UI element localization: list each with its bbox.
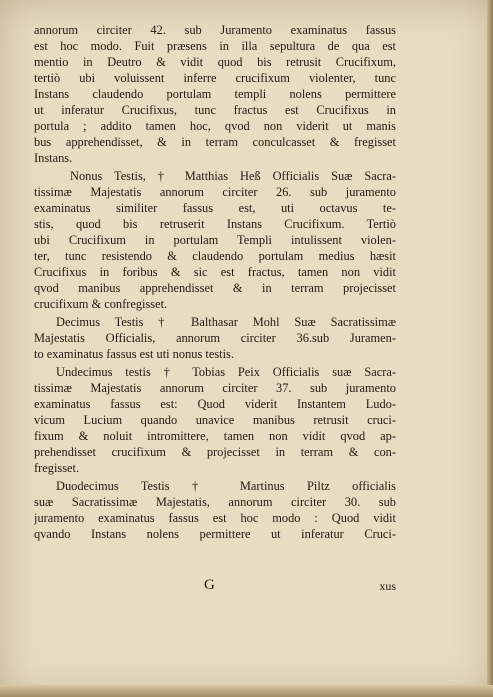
text-line: stis, quod bis retruserit Instans Crucifixum. Tertiò <box>34 217 396 231</box>
page-edge-bottom <box>0 685 493 697</box>
text-line: annorum circiter 42. sub Juramento examinatus fassus <box>34 23 396 37</box>
text-line: qvando Instans nolens permittere ut inferatur Cruci- <box>34 527 396 541</box>
text-line: bus apprehendisset, & in terram conculcasset & fregisset <box>34 135 396 149</box>
text-line: crucifixum & confregisset. <box>34 297 168 311</box>
paragraph-start-line: Decimus Testis † Balthasar Mohl Suæ Sacratissimæ <box>56 315 396 329</box>
catchword: xus <box>379 579 396 593</box>
text-line: prehendisset crucifixum & projecisset in terram & con- <box>34 445 396 459</box>
page-footer <box>34 577 396 595</box>
text-line: portula ; addito tamen hoc, qvod non viderit ut manis <box>34 119 396 133</box>
page-body-text <box>34 22 396 542</box>
text-line: est hoc modo. Fuit præsens in illa sepultura de qua est <box>34 39 396 53</box>
text-line: tissimæ Majestatis annorum circiter 37. sub juramento <box>34 381 396 395</box>
text-line: mentio in Deutro & vidit quod bis retrusit Crucifixum, <box>34 55 396 69</box>
page-edge-right <box>487 0 493 697</box>
text-line: fregisset. <box>34 461 80 475</box>
paragraph-start-line: Duodecimus Testis † Martinus Piltz officialis <box>56 479 396 493</box>
text-line: examinatus fassus est: Quod viderit Instantem Ludo- <box>34 397 396 411</box>
text-line: qvod manibus apprehendisset & in terram projecisset <box>34 281 396 295</box>
signature-mark: G <box>204 577 215 593</box>
text-line: to examinatus fassus est uti nonus testis. <box>34 347 234 361</box>
text-line: examinatus similiter fassus est, uti octavus te- <box>34 201 396 215</box>
text-line: ubi Crucifixum in portulam Templi intulissent violen- <box>34 233 396 247</box>
text-line: ter, tunc resistendo & claudendo portulam medius hæsit <box>34 249 396 263</box>
text-line: Instans claudendo portulam templi nolens permittere <box>34 87 396 101</box>
text-line: ut inferatur Crucifixus, tunc fractus est Crucifixus in <box>34 103 396 117</box>
paragraph-start-line: Nonus Testis, † Matthias Heß Officialis Suæ Sacra- <box>70 169 396 183</box>
text-line: Crucifixus in foribus & sic est fractus, tamen non vidit <box>34 265 396 279</box>
text-line: tissimæ Majestatis annorum circiter 26. sub juramento <box>34 185 396 199</box>
text-line: suæ Sacratissimæ Majestatis, annorum circiter 30. sub <box>34 495 396 509</box>
text-line: tertiò ubi voluissent inferre crucifixum violenter, tunc <box>34 71 396 85</box>
text-line: Instans. <box>34 151 73 165</box>
text-line: vicum Lucium quando unavice manibus retrusit cruci- <box>34 413 396 427</box>
text-line: fixum & noluit intromittere, tamen non vidit qvod ap- <box>34 429 396 443</box>
text-line: Majestatis Officialis, annorum circiter 36.sub Juramen- <box>34 331 396 345</box>
paragraph-start-line: Undecimus testis † Tobias Peix Officialis suæ Sacra- <box>56 365 396 379</box>
text-line: juramento examinatus fassus est hoc modo : Quod vidit <box>34 511 396 525</box>
